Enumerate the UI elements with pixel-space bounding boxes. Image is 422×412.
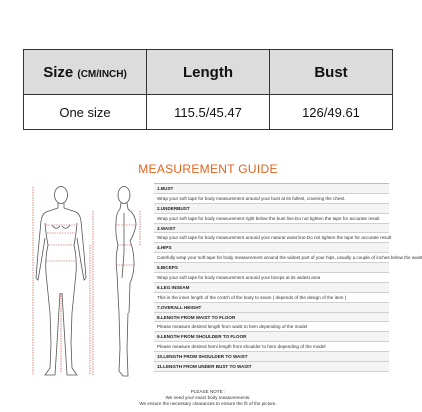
measurement-description: Wrap your soft tape for body measurement around your natural waist line.Do not tighten the tape for accurate result	[154, 233, 389, 243]
measurement-description: Please measure desired length from waist to hem depending of the model	[154, 322, 389, 332]
measurement-guide-title: MEASUREMENT GUIDE	[138, 162, 278, 176]
measurement-heading: 2.UNDERBUST	[154, 204, 389, 214]
measurement-heading: 11.LENGTH FROM UNDER BUST TO WAIST	[154, 362, 389, 372]
size-table-row	[24, 95, 393, 130]
measurement-heading: 1.BUST	[154, 184, 389, 194]
measurement-description: Carefully wrap your soft tape for body measurement around the widest part of your hips, usually a couple of inches below the waist	[154, 253, 389, 263]
measurement-heading: 6.LEG INSEAM	[154, 283, 389, 293]
measurement-heading: 4.HIPS	[154, 243, 389, 253]
size-label: Size	[43, 63, 74, 81]
measurement-heading: 8.LENGTH FROM WAIST TO FLOOR	[154, 313, 389, 323]
bust-column-header: Bust	[270, 50, 393, 95]
size-unit: (CM/INCH)	[77, 68, 127, 80]
size-cell: One size	[24, 95, 147, 130]
measurement-heading: 3.WAIST	[154, 224, 389, 234]
measurement-description: Please measure desired hemi length from shoulder to hem depending of the model	[154, 342, 389, 352]
measurement-heading: 10.LENGTH FROM SHOULDER TO WAIST	[154, 352, 389, 362]
body-figures-illustration	[28, 183, 158, 388]
length-cell: 115.5/45.47	[147, 95, 270, 130]
note-title: PLEASE NOTE :	[190, 389, 226, 394]
measurement-description: Wrap your soft tape for body measurement right below the bust line.Do not tighten the tape for accurate result	[154, 214, 389, 224]
side-body-figure	[116, 187, 136, 377]
measurement-heading: 5.BICEPS	[154, 263, 389, 273]
measurement-description: Wrap your soft tape for body measurement around your biceps at its widest area	[154, 273, 389, 283]
note-line-1: We need your exact body measurements.	[165, 395, 251, 400]
size-table	[23, 49, 393, 130]
length-column-header: Length	[147, 50, 270, 95]
measurement-heading: 7.OVERALL HEIGHT	[154, 303, 389, 313]
measurement-list	[154, 183, 422, 372]
size-table-header-row	[24, 50, 393, 95]
measurement-description: Wrap your soft tape for body measurement around your bust at its fullest, covering the chest.	[154, 194, 389, 204]
size-column-header	[24, 50, 147, 95]
note-line-2: We ensure the necessary clearances to ensure the fit of the picture.	[139, 401, 277, 406]
bust-cell: 126/49.61	[270, 95, 393, 130]
measurement-heading: 9.LENGTH FROM SHOULDER TO FLOOR	[154, 332, 389, 342]
measurement-description: This is the inner length of the crotch of the body to seam ( depends of the design of the item )	[154, 293, 389, 303]
